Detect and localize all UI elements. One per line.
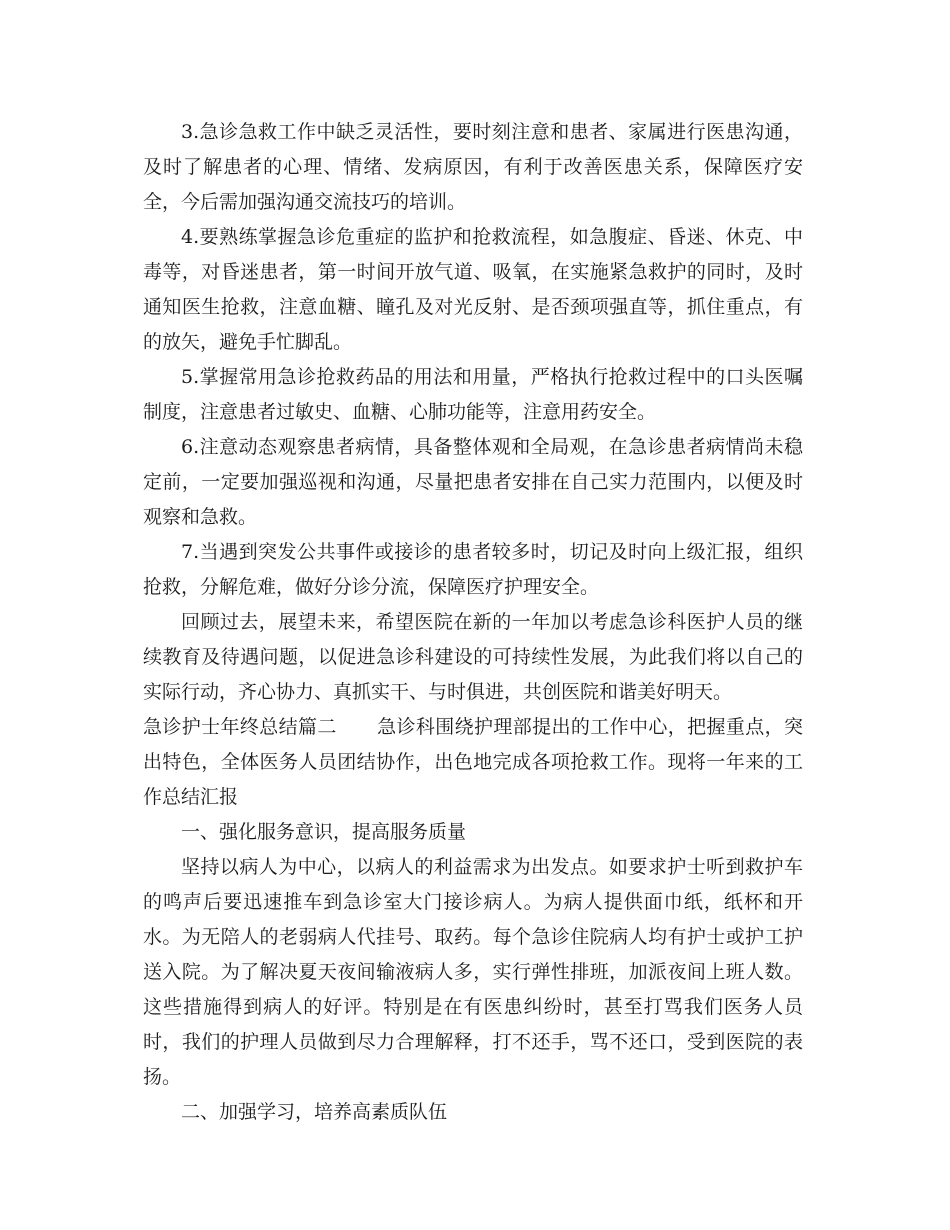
document-body bbox=[143, 115, 803, 1130]
heading-training: 二、加强学习，培养高素质队伍 bbox=[181, 1101, 448, 1123]
paragraph-item-7: 7.当遇到突发公共事件或接诊的患者较多时，切记及时向上级汇报，组织抢救，分解危难，做好分诊分流，保障医疗护理安全。 bbox=[143, 541, 803, 598]
section-paragraph bbox=[143, 710, 803, 815]
section-intro: 急诊科围绕护理部提出的工作中心，把握重点，突出特色，全体医务人员团结协作，出色地完成各项抢救工作。现将一年来的工作总结汇报 bbox=[143, 716, 803, 808]
paragraph-item-5: 5.掌握常用急诊抢救药品的用法和用量，严格执行抢救过程中的口头医嘱制度，注意患者过敏史、血糖、心肺功能等，注意用药安全。 bbox=[143, 366, 803, 423]
paragraph-service: 坚持以病人为中心，以病人的利益需求为出发点。如要求护士听到救护车的鸣声后要迅速推车到急诊室大门接诊病人。为病人提供面巾纸，纸杯和开水。为无陪人的老弱病人代挂号、取药。每个急诊住院病人均有护士或护工护送入院。为了解决夏天夜间输液病人多，实行弹性排班，加派夜间上班人数。这些措施得到病人的好评。特别是在有医患纠纷时，甚至打骂我们医务人员时，我们的护理人员做到尽力合理解释，打不还手，骂不还口，受到医院的表扬。 bbox=[143, 856, 803, 1088]
paragraph-item-4: 4.要熟练掌握急诊危重症的监护和抢救流程，如急腹症、昏迷、休克、中毒等，对昏迷患者，第一时间开放气道、吸氧，在实施紧急救护的同时，及时通知医生抢救，注意血糖、瞳孔及对光反射、是否颈项强直等，抓住重点，有的放矢，避免手忙脚乱。 bbox=[143, 226, 803, 353]
section-title: 急诊护士年终总结篇二 bbox=[143, 716, 337, 738]
paragraph-item-3: 3.急诊急救工作中缺乏灵活性，要时刻注意和患者、家属进行医患沟通，及时了解患者的心理、情绪、发病原因，有利于改善医患关系，保障医疗安全，今后需加强沟通交流技巧的培训。 bbox=[143, 121, 803, 213]
paragraph-review: 回顾过去，展望未来，希望医院在新的一年加以考虑急诊科医护人员的继续教育及待遇问题，以促进急诊科建设的可持续性发展，为此我们将以自己的实际行动，齐心协力、真抓实干、与时俱进，共创医院和谐美好明天。 bbox=[143, 611, 803, 703]
paragraph-item-6: 6.注意动态观察患者病情，具备整体观和全局观，在急诊患者病情尚未稳定前，一定要加强巡视和沟通，尽量把患者安排在自己实力范围内，以便及时观察和急救。 bbox=[143, 436, 803, 528]
heading-service-quality: 一、强化服务意识，提高服务质量 bbox=[181, 821, 467, 843]
